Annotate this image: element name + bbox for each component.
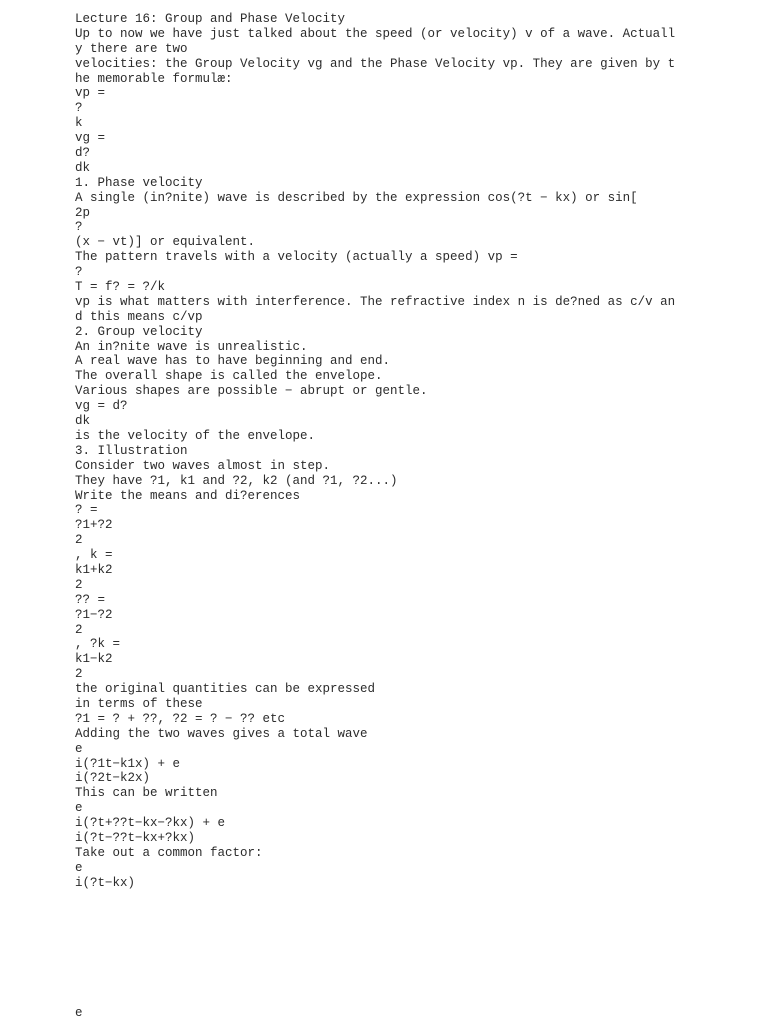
text-line: d? [75,146,91,161]
text-line: vp is what matters with interference. The refractive index n is de?ned as c/v an [75,294,676,309]
text-line: Write the means and di?erences [75,488,301,503]
text-line: ? [75,101,83,116]
text-line: e [75,741,83,756]
text-line: Consider two waves almost in step. [75,458,331,473]
text-line: k1−k2 [75,652,113,667]
text-line: 2 [75,533,83,548]
text-line: This can be written [75,786,218,801]
text-line: ? [75,220,83,235]
text-line: They have ?1, k1 and ?2, k2 (and ?1, ?2...) [75,473,398,488]
text-line: 2 [75,577,83,592]
text-line: i(?t−kx) [75,875,136,890]
text-line: Up to now we have just talked about the speed (or velocity) v of a wave. Actuall [75,26,676,41]
text-line: he memorable formulæ: [75,71,233,86]
text-line: Take out a common factor: [75,845,263,860]
text-line: ?1−?2 [75,607,113,622]
document-body [75,12,755,891]
text-line: , ?k = [75,637,121,652]
text-line: Lecture 16: Group and Phase Velocity [75,12,346,26]
text-line: The overall shape is called the envelope. [75,369,383,384]
text-line: ?1 = ? + ??, ?2 = ? − ?? etc [75,711,286,726]
text-line: in terms of these [75,696,203,711]
text-line: e [75,801,83,816]
text-line: i(?t+??t−kx−?kx) + e [75,816,226,831]
text-line: The pattern travels with a velocity (actually a speed) vp = [75,250,518,265]
text-line: k1+k2 [75,562,113,577]
text-line: i(?2t−k2x) [75,771,151,786]
text-line: dk [75,414,91,429]
text-line: vg = [75,131,106,146]
text-line: vg = d? [75,399,128,414]
text-line: , k = [75,548,113,563]
text-line: i(?1t−k1x) + e [75,756,181,771]
text-line: d this means c/vp [75,309,203,324]
text-line: 1. Phase velocity [75,175,203,190]
text-line: y there are two [75,41,188,56]
text-line: A single (in?nite) wave is described by the expression cos(?t − kx) or sin[ [75,190,638,205]
text-line: ? [75,265,83,280]
text-line: e [75,860,83,875]
text-line: Various shapes are possible − abrupt or gentle. [75,384,428,399]
text-line: ? = [75,503,98,518]
text-line: is the velocity of the envelope. [75,428,316,443]
text-line: An in?nite wave is unrealistic. [75,339,308,354]
trailing-fragment: e [75,1006,83,1020]
text-line: 2p [75,205,91,220]
text-line: the original quantities can be expressed [75,682,376,697]
text-line: vp = [75,86,106,101]
text-line: 3. Illustration [75,443,188,458]
text-line: (x − vt)] or equivalent. [75,235,256,250]
text-line: velocities: the Group Velocity vg and the Phase Velocity vp. They are given by t [75,56,676,71]
text-line: ?? = [75,592,106,607]
text-line: A real wave has to have beginning and end. [75,354,391,369]
text-line: 2 [75,667,83,682]
text-line: T = f? = ?/k [75,280,166,295]
text-line: ?1+?2 [75,518,113,533]
text-line: i(?t−??t−kx+?kx) [75,830,196,845]
text-line: 2. Group velocity [75,324,203,339]
text-line: k [75,116,83,131]
text-line: 2 [75,622,83,637]
text-line: dk [75,160,91,175]
text-line: Adding the two waves gives a total wave [75,726,368,741]
